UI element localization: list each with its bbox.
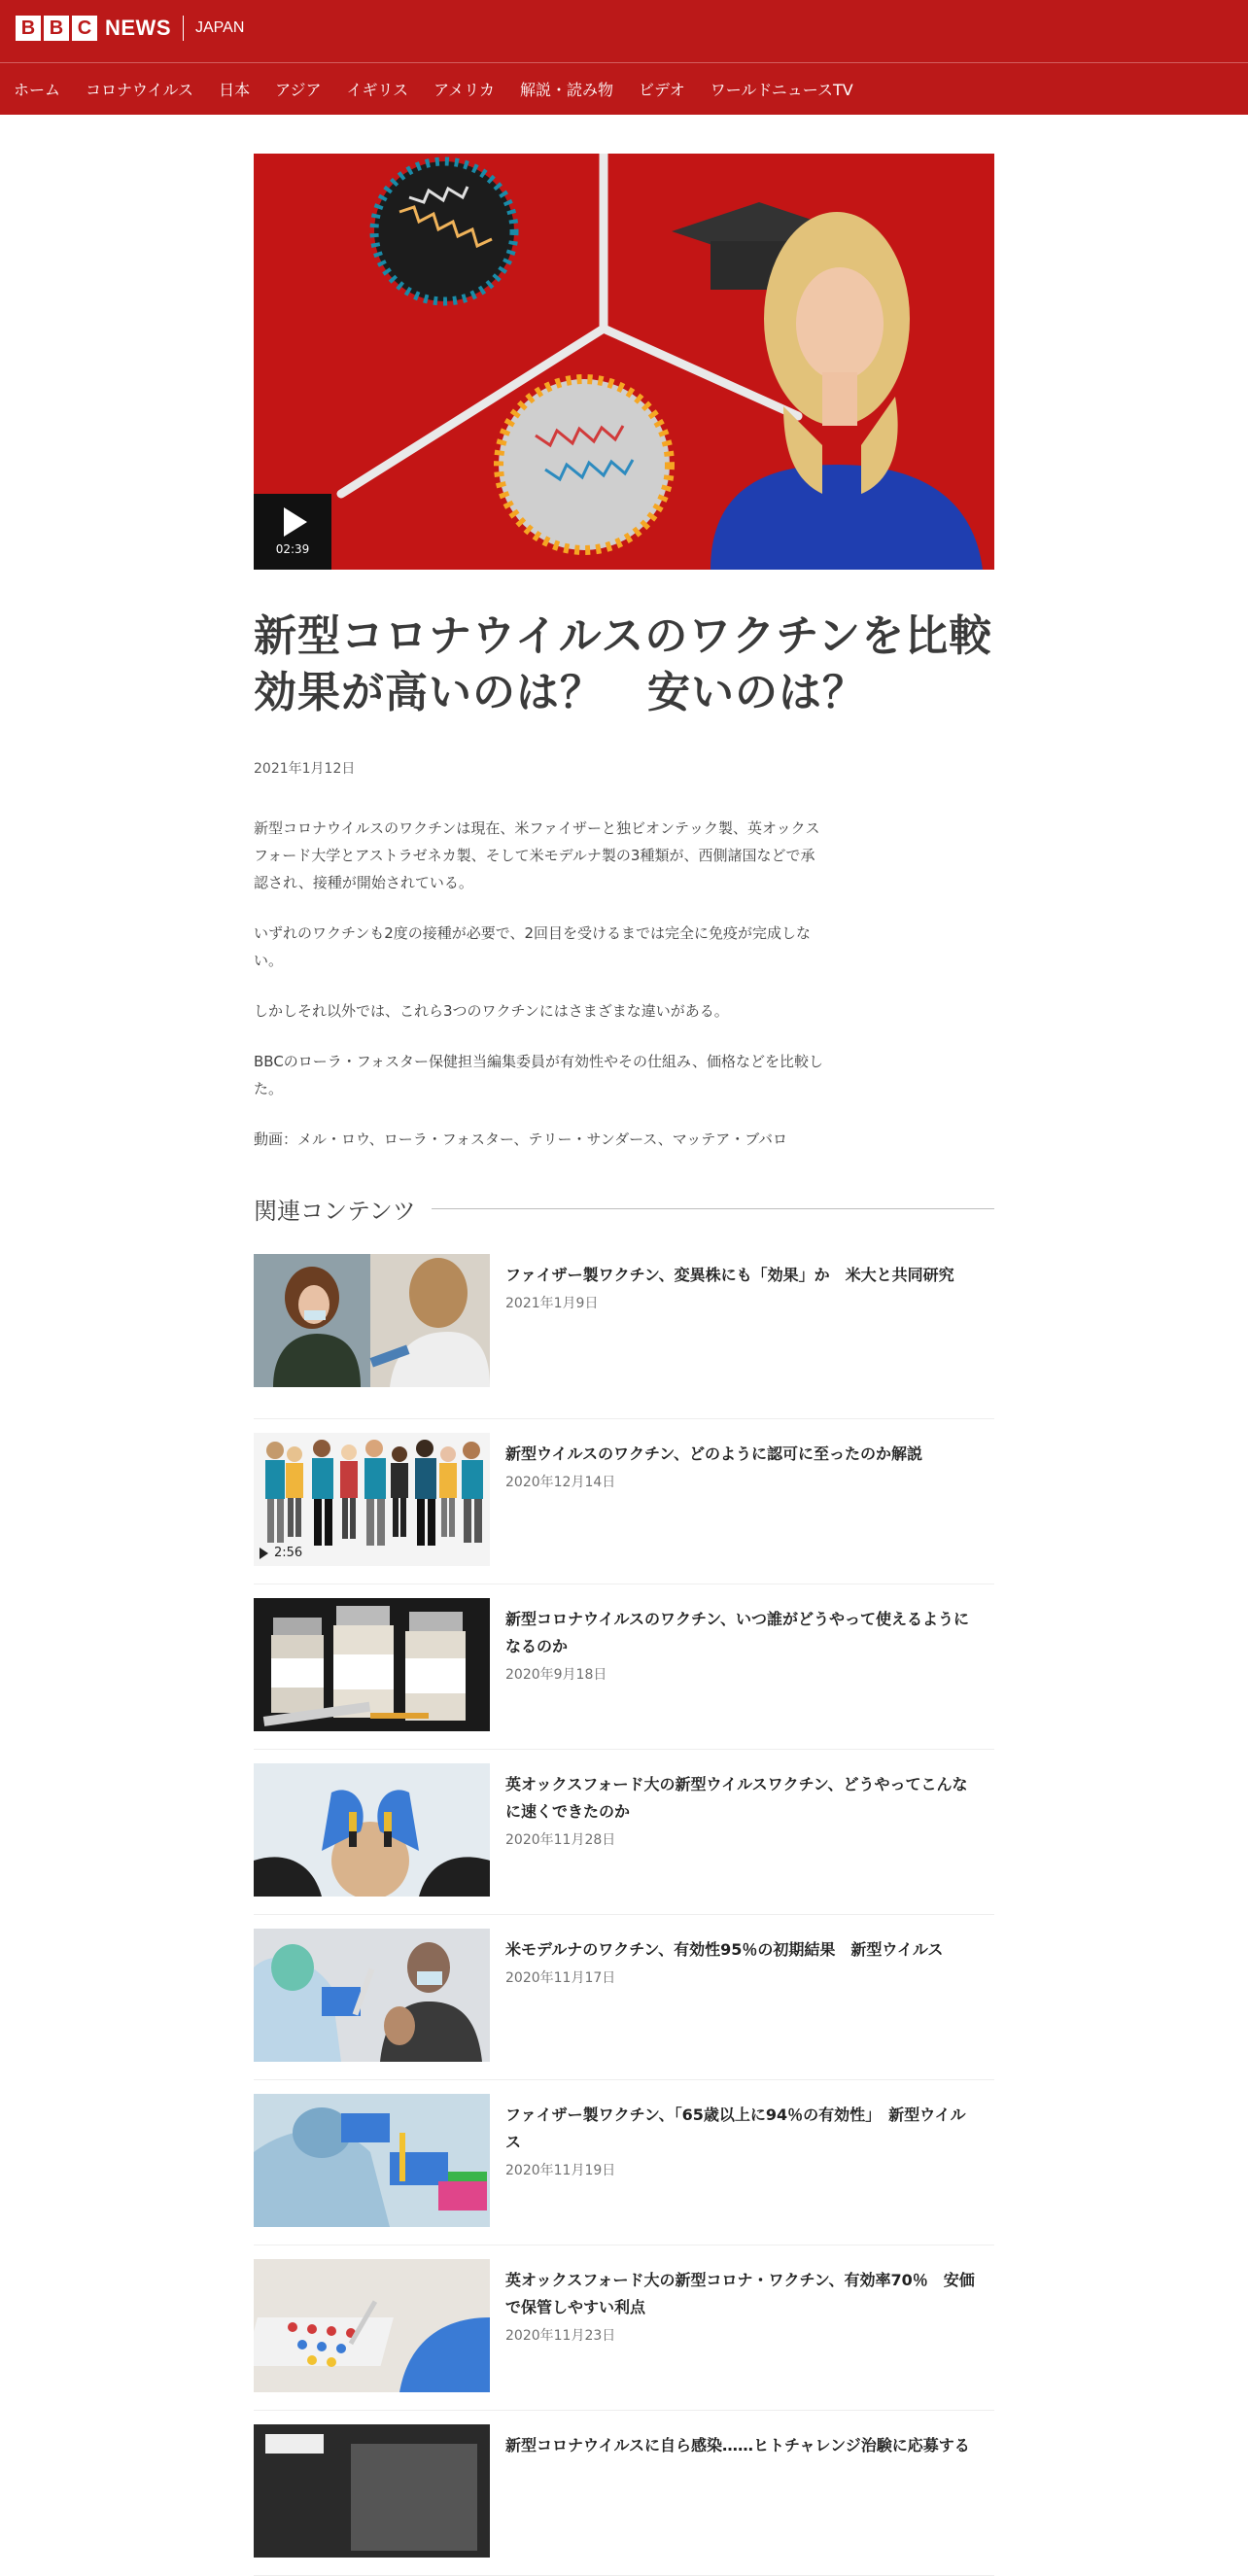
related-item-text — [490, 1763, 979, 1914]
nav-item-home[interactable]: ホーム — [14, 80, 61, 99]
article-paragraph: いずれのワクチンも2度の接種が必要で、2回目を受けるまでは完全に免疫が完成しない。 — [254, 924, 812, 969]
nav-item-world-news-tv[interactable]: ワールドニュースTV — [710, 80, 853, 99]
related-item-text — [490, 1929, 979, 2079]
related-item[interactable] — [254, 1254, 994, 1419]
video-duration: 02:39 — [275, 542, 310, 556]
logo-region-text: JAPAN — [195, 19, 245, 36]
related-item[interactable] — [254, 1419, 994, 1584]
bbc-logo-letter: C — [72, 16, 97, 41]
related-list — [254, 1254, 994, 2576]
article-paragraph: BBCのローラ・フォスター保健担当編集委員が有効性やその仕組み、価格などを比較した。 — [254, 1053, 823, 1097]
play-button[interactable] — [254, 494, 331, 570]
lab-research-photo — [254, 1763, 490, 1897]
related-thumbnail[interactable] — [254, 2259, 490, 2392]
related-item-title[interactable]: 新型コロナウイルスのワクチン、いつ誰がどうやって使えるようになるのか — [505, 1610, 969, 1655]
nav-item-coronavirus[interactable]: コロナウイルス — [86, 80, 194, 99]
related-item-text — [490, 1433, 979, 1584]
play-icon — [284, 507, 307, 537]
vaccination-photo — [254, 1254, 490, 1387]
related-thumbnail[interactable] — [254, 1254, 490, 1387]
related-item-date: 2020年9月18日 — [505, 1667, 607, 1683]
related-item-title[interactable]: 英オックスフォード大の新型コロナ・ワクチン、有効率70％ 安価で保管しやすい利点 — [505, 2271, 975, 2316]
related-item-title[interactable]: 新型コロナウイルスに自ら感染……ヒトチャレンジ治験に応募する — [505, 2436, 970, 2454]
article-body — [254, 815, 827, 1153]
article-paragraph: 動画：メル・ロウ、ローラ・フォスター、テリー・サンダース、マッテア・ブバロ — [254, 1131, 788, 1148]
bbc-news-logo[interactable] — [16, 16, 244, 41]
lab-technician-photo — [254, 2094, 490, 2227]
article-paragraph: しかしそれ以外では、これら3つのワクチンにはさまざまな違いがある。 — [254, 1002, 729, 1020]
logo-divider — [183, 16, 184, 41]
nav-item-japan[interactable]: 日本 — [219, 80, 251, 99]
related-item-text — [490, 2094, 979, 2245]
related-thumbnail[interactable] — [254, 1433, 490, 1566]
logo-news-text: NEWS — [105, 16, 171, 40]
related-item-date: 2020年11月23日 — [505, 2328, 616, 2344]
related-item-date: 2020年11月28日 — [505, 1832, 616, 1848]
related-item-title[interactable]: ファイザー製ワクチン、「65歳以上に94％の有効性」 新型ウイルス — [505, 2106, 966, 2151]
bbc-logo-letter: B — [44, 16, 69, 41]
related-item-title[interactable]: 英オックスフォード大の新型ウイルスワクチン、どうやってこんなに速くできたのか — [505, 1775, 968, 1821]
video-player[interactable] — [254, 154, 994, 570]
related-item-text — [490, 1254, 979, 1418]
thumbnail-duration-text: 2:56 — [274, 1546, 303, 1560]
injection-photo — [254, 1929, 490, 2062]
article-paragraph: 新型コロナウイルスのワクチンは現在、米ファイザーと独ビオンテック製、英オックスフォード大学とアストラゼネカ製、そして米モデルナ製の3種類が、西側諸国などで承認され、接種が開始されている。 — [254, 819, 820, 891]
vaccine-vials-photo — [254, 1598, 490, 1731]
related-thumbnail[interactable] — [254, 1929, 490, 2062]
video-thumbnail-dark — [254, 2424, 490, 2558]
related-item[interactable] — [254, 2245, 994, 2411]
related-item-text — [490, 1598, 979, 1749]
related-item[interactable] — [254, 2080, 994, 2245]
nav-list — [0, 63, 1248, 114]
related-item-title[interactable]: 新型ウイルスのワクチン、どのように認可に至ったのか解説 — [505, 1445, 922, 1463]
related-item-date: 2020年12月14日 — [505, 1475, 616, 1490]
nav-item-video[interactable]: ビデオ — [639, 80, 685, 99]
related-item-date: 2021年1月9日 — [505, 1296, 599, 1311]
related-thumbnail[interactable] — [254, 2094, 490, 2227]
related-item-title[interactable]: ファイザー製ワクチン、変異株にも「効果」か 米大と共同研究 — [505, 1266, 954, 1284]
related-thumbnail[interactable] — [254, 1763, 490, 1897]
sample-rack-photo — [254, 2259, 490, 2392]
nav-item-us[interactable]: アメリカ — [433, 80, 496, 99]
nav-item-asia[interactable]: アジア — [275, 80, 322, 99]
related-divider — [432, 1208, 994, 1209]
masthead — [0, 0, 1248, 62]
related-heading — [254, 1192, 994, 1225]
article-content — [254, 154, 1037, 2576]
nav-item-features[interactable]: 解説・読み物 — [520, 80, 614, 99]
related-item[interactable] — [254, 1915, 994, 2080]
small-play-icon — [260, 1548, 268, 1559]
bbc-logo-letter: B — [16, 16, 41, 41]
related-thumbnail[interactable] — [254, 1598, 490, 1731]
related-item-title[interactable]: 米モデルナのワクチン、有効性95％の初期結果 新型ウイルス — [505, 1940, 944, 1959]
article-headline: 新型コロナウイルスのワクチンを比較 効果が高いのは？ 安いのは？ — [254, 611, 1037, 717]
related-item-text — [490, 2424, 979, 2575]
related-title: 関連コンテンツ — [254, 1197, 416, 1225]
bbc-logo-blocks — [16, 16, 97, 41]
related-thumbnail[interactable] — [254, 2424, 490, 2558]
related-item-date: 2020年11月19日 — [505, 2163, 616, 2178]
nav-item-uk[interactable]: イギリス — [346, 80, 409, 99]
video-still-image — [254, 154, 994, 570]
related-item[interactable] — [254, 2411, 994, 2576]
related-item-date: 2020年11月17日 — [505, 1970, 616, 1986]
thumbnail-duration — [260, 1546, 302, 1560]
related-item-text — [490, 2259, 979, 2410]
related-item[interactable] — [254, 1584, 994, 1750]
main-nav — [0, 62, 1248, 115]
article-date: 2021年1月12日 — [254, 761, 356, 777]
related-item[interactable] — [254, 1750, 994, 1915]
